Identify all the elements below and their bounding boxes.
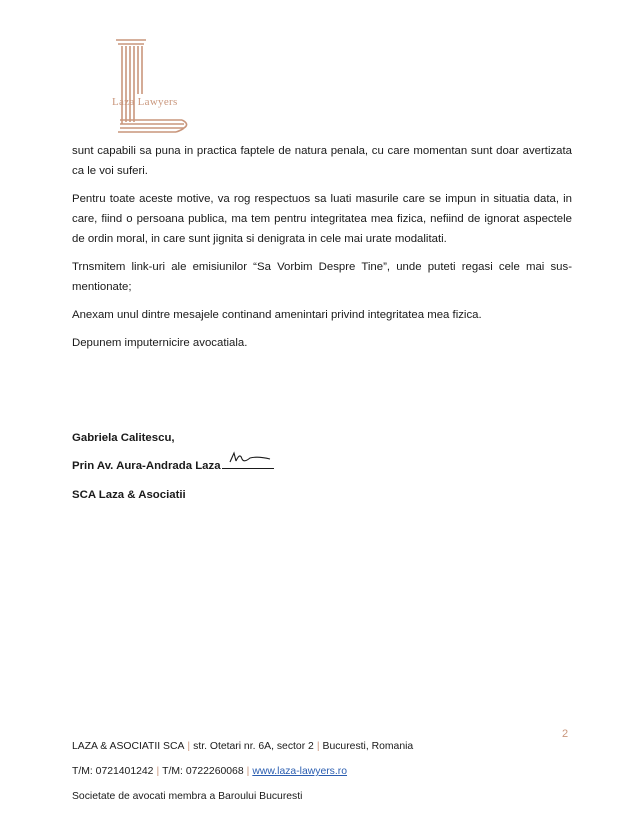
paragraph: Pentru toate aceste motive, va rog respectuos sa luati masurile care se impun in situatia data, in care, fiind o persoana publica, ma tem pentru integritatea mea fizica, nefiind de ignorat aspectele de ordin moral, in care sunt jignita si denigrata in cele mai urate modalitati. [72,193,572,245]
paragraph: sunt capabili sa puna in practica faptele de natura penala, cu care momentan sunt doar avertizata ca le voi suferi. [72,145,572,177]
footer-website-link[interactable]: www.laza-lawyers.ro [252,766,348,777]
signature-line [222,458,274,469]
footer-city: Bucuresti, Romania [322,741,414,752]
letter-body [72,141,572,361]
footer-address: str. Otetari nr. 6A, sector 2 [193,741,314,752]
footer-contact-line: T/M: 0721401242 | T/M: 0722260068 | www.laza-lawyers.ro [72,766,348,777]
lawyer-name: Prin Av. Aura-Andrada Laza [72,460,221,472]
signatory-name: Gabriela Calitescu, [72,432,175,444]
footer-phone1: T/M: 0721401242 [72,766,154,777]
column-logo-icon [112,36,196,136]
laza-lawyers-logo [112,36,196,136]
page-number: 2 [562,728,569,740]
paragraph: Depunem imputernicire avocatiala. [72,337,248,349]
footer-company: LAZA & ASOCIATII SCA [72,741,185,752]
footer-address-line: LAZA & ASOCIATII SCA | str. Otetari nr. 6A, sector 2 | Bucuresti, Romania [72,741,414,752]
paragraph: Anexam unul dintre mesajele continand amenintari privind integritatea mea fizica. [72,309,482,321]
paragraph: Trnsmitem link-uri ale emisiunilor “Sa Vorbim Despre Tine”, unde puteti regasi cele mai sus-mentionate; [72,261,572,293]
logo-text: Laza Lawyers [112,96,178,108]
signature-by-line [72,458,274,474]
firm-name: SCA Laza & Asociatii [72,489,186,501]
handwritten-signature-icon [228,450,272,468]
footer-society: Societate de avocati membra a Baroului Bucuresti [72,791,303,802]
footer-phone2: T/M: 0722260068 [162,766,244,777]
